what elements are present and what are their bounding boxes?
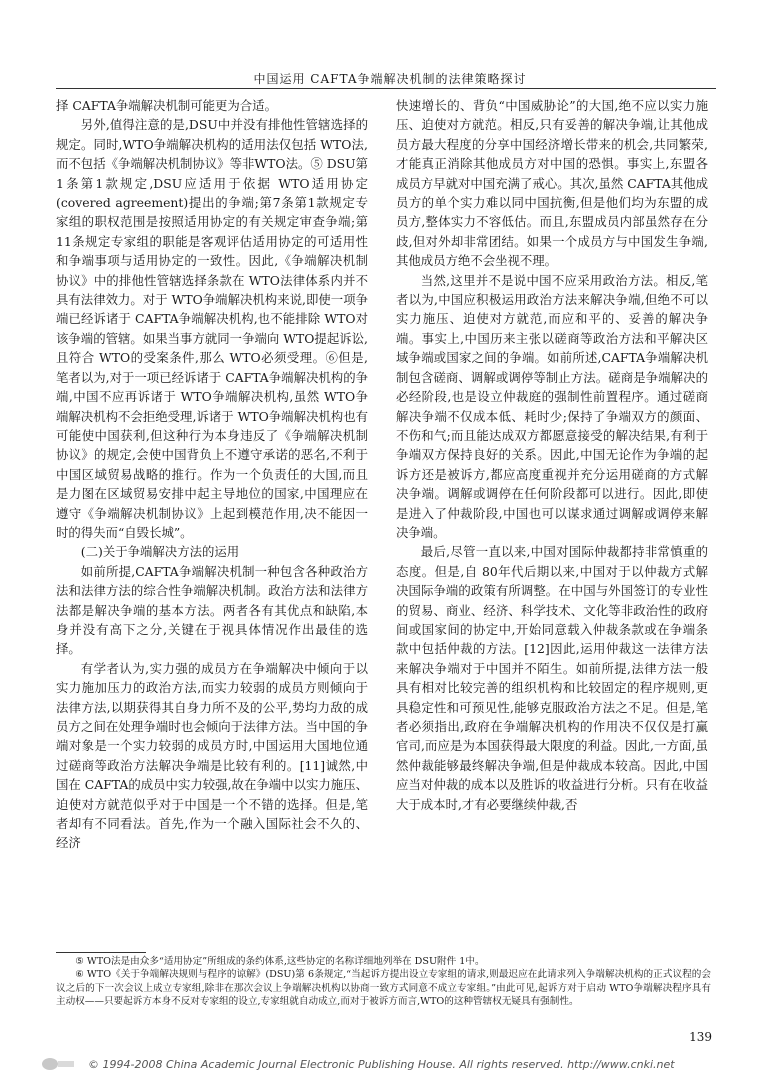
paragraph: 有学者认为,实力强的成员方在争端解决中倾向于以实力施加压力的政治方法,而实力较弱的成员方则倾向于法律方法,以期获得其自身力所不及的公平,势均力敌的成员方之间在处理争端时也会倾向于法律方法。当中国的争端对象是一个实力较弱的成员方时,中国运用大国地位通过磋商等政治方法解决争端是比较有利的。[11]诚然,中国在 CAFTA的成员中实力较强,故在争端中以实力施压、迫使对方就范似乎对于中国是一个不错的选择。但是,笔者却有不同看法。首先,作为一个融入国际社会不久的、经济 [56, 660, 368, 851]
footnote: ⑥ WTO《关于争端解决规则与程序的谅解》(DSU)第 6条规定,“当起诉方提出设立专家组的请求,则最迟应在此请求列入争端解决机构的正式议程的会议之后的下一次会议上成立专家组,除非在那次会议上争端解决机构以协商一致方式同意不成立专家组。”由此可见,起诉方对于启动 WTO争端解决程序具有主动权——只要起诉方本身不反对专家组的设立,专家组就自动成立,而对于被诉方而言,WTO的这种管辖权无疑具有强制性。 [56, 969, 711, 1008]
left-column [56, 96, 368, 853]
cnki-logo-icon [40, 1056, 76, 1072]
running-header: 中国运用 CAFTA争端解决机制的法律策略探讨 [253, 72, 527, 86]
footnotes [56, 955, 711, 1009]
paragraph: 如前所提,CAFTA争端解决机制一种包含各种政治方法和法律方法的综合性争端解决机制。政治方法和法律方法都是解决争端的基本方法。两者各有其优点和缺陷,本身并没有高下之分,关键在于视具体情况作出最佳的选择。 [56, 563, 368, 657]
paragraph: 另外,值得注意的是,DSU中并没有排他性管辖选择的规定。同时,WTO争端解决机构的适用法仅包括 WTO法,而不包括《争端解决机制协议》等非WTO法。⑤ DSU第1条第1款规定,DSU应适用于依据 WTO适用协定(covered agreement)提出的争端;第7条第1款规定专家组的职权范围是按照适用协定的有关规定审查争端;第11条规定专家组的职能是客观评估适用协定的可适用性和争端事项与适用协定的一致性。因此,《争端解决机制协议》中的排他性管辖选择条款在 WTO法律体系内并不具有法律效力。对于 WTO争端解决机构来说,即使一项争端已经诉诸于 CAFTA争端解决机构,也不能排除 WTO对该争端的管辖。如果当事方就同一争端向 WTO提起诉讼,且符合 WTO的受案条件,那么 WTO必须受理。⑥但是,笔者以为,对于一项已经诉诸于 CAFTA争端解决机构的争端,中国不应再诉诸于 WTO争端解决机构,虽然 WTO争端解决机构不会拒绝受理,诉诸于 WTO争端解决机构也有可能使中国获利,但这种行为本身违反了《争端解决机制协议》的规定,会使中国背负上不遵守承诺的恶名,不利于中国区域贸易战略的推行。作为一个负责任的大国,而且是力图在区域贸易安排中起主导地位的国家,中国理应在遵守《争端解决机制协议》上起到模范作用,决不能因一时的得失而“自毁长城”。 [56, 117, 368, 540]
header-rule [56, 88, 716, 89]
section-subheading: (二)关于争端解决方法的运用 [80, 544, 240, 560]
footnote: ⑤ WTO法是由众多“适用协定”所组成的条约体系,这些协定的名称详细地列举在 DSU附件 1中。 [75, 956, 485, 967]
footnote-rule [56, 952, 146, 953]
footer-copyright: © 1994-2008 China Academic Journal Electronic Publishing House. All rights reserved. http://www.cnki.net [88, 1058, 675, 1071]
page-number: 139 [689, 1030, 712, 1044]
paragraph: 最后,尽管一直以来,中国对国际仲裁都持非常慎重的态度。但是,自 80年代后期以来,中国对于以仲裁方式解决国际争端的政策有所调整。在中国与外国签订的专业性的贸易、商业、经济、科学技术、文化等非政治性的政府间或国家间的协定中,开始同意载入仲裁条款或在争端条款中包括仲裁的方法。[12]因此,运用仲裁这一法律方法来解决争端对于中国并不陌生。如前所提,法律方法一般具有相对比较完善的组织机构和比较固定的程序规则,更具稳定性和可预见性,能够克服政治方法之不足。但是,笔者必须指出,政府在争端解决机构的作用决不仅仅是打赢官司,而应是为本国获得最大限度的利益。因此,一方面,虽然仲裁能够最终解决争端,但是仲裁成本较高。因此,中国应当对仲裁的成本以及胜诉的收益进行分析。只有在收益大于成本时,才有必要继续仲裁,否 [396, 544, 708, 812]
paragraph: 当然,这里并不是说中国不应采用政治方法。相反,笔者以为,中国应积极运用政治方法来解决争端,但绝不可以实力施压、迫使对方就范,而应和平的、妥善的解决争端。事实上,中国历来主张以磋商等政治方法和平解决区域争端或国家之间的争端。如前所述,CAFTA争端解决机制包含磋商、调解或调停等制止方法。磋商是争端解决的必经阶段,也是设立仲裁庭的强制性前置程序。通过磋商解决争端不仅成本低、耗时少;保持了争端双方的颜面、不伤和气;而且能达成双方都愿意接受的解决结果,有利于争端双方保持良好的关系。因此,中国无论作为争端的起诉方还是被诉方,都应高度重视并充分运用磋商的方式解决争端。调解或调停在任何阶段都可以进行。因此,即使是进入了仲裁阶段,中国也可以谋求通过调解或调停来解决争端。 [396, 272, 708, 540]
right-column [396, 96, 708, 814]
footer-bar [40, 1056, 720, 1074]
paragraph: 择 CAFTA争端解决机制可能更为合适。 [56, 98, 277, 113]
paragraph: 快速增长的、背负“中国威胁论”的大国,绝不应以实力施压、迫使对方就范。相反,只有妥善的解决争端,让其他成员方最大程度的分享中国经济增长带来的机会,共同繁荣,才能真正消除其他成员方对中国的恐惧。事实上,东盟各成员方早就对中国充满了戒心。其次,虽然 CAFTA其他成员方的单个实力难以同中国抗衡,但是他们均为东盟的成员方,整体实力不容低估。而且,东盟成员内部虽然存在分歧,但对外却非常团结。如果一个成员方与中国发生争端,其他成员方绝不会坐视不理。 [396, 98, 708, 269]
